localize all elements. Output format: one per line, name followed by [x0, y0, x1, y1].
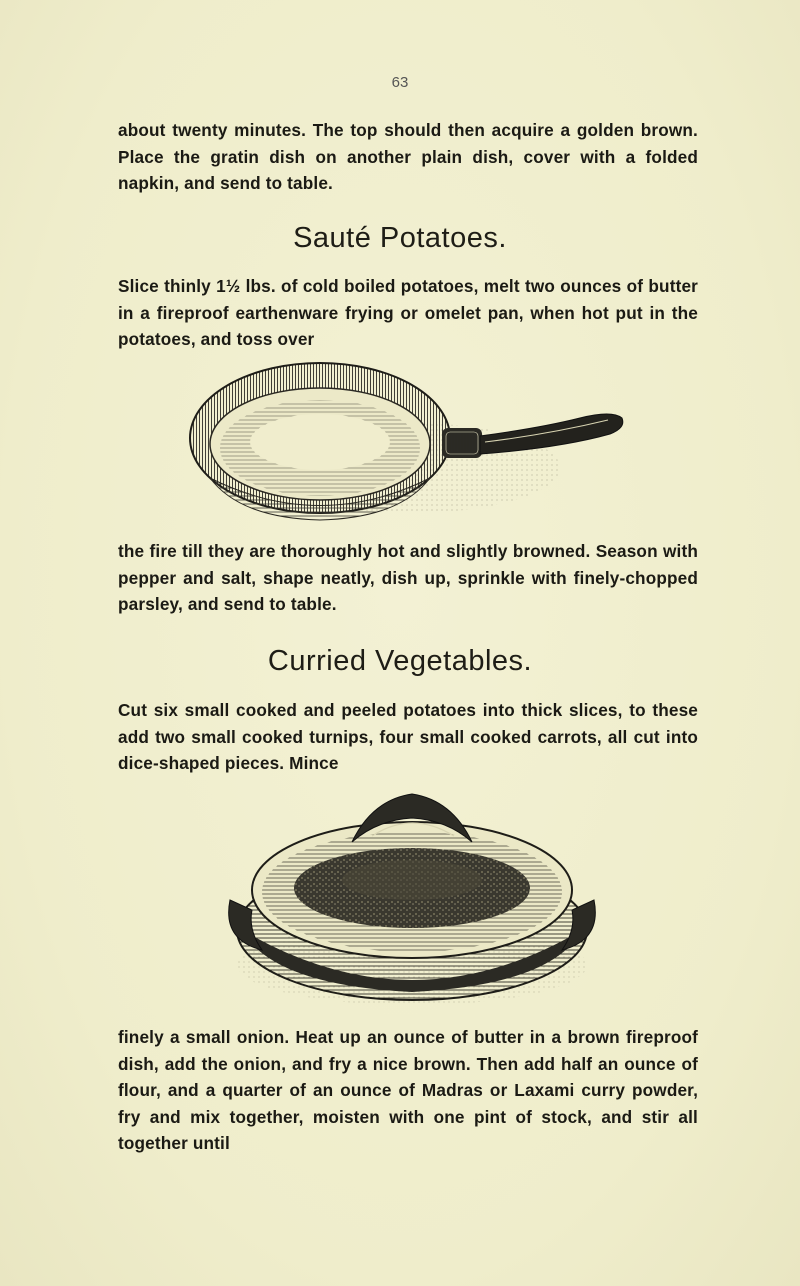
- curried-paragraph-2: finely a small onion. Heat up an ounce of butter in a brown fireproof dish, add the onion, and fry a nice brown. Then add half an ounce of flour, and a quarter of an ounce of Madras or Laxami curry powder, fry and mix together, moisten with one pint of stock, and stir all together until: [118, 1027, 698, 1153]
- saute-paragraph-2: the fire till they are thoroughly hot and slightly browned. Season with pepper and salt, shape neatly, dish up, sprinkle with finely-chopped parsley, and send to table.: [118, 541, 698, 614]
- covered-dish-illustration: [222, 780, 602, 1020]
- intro-paragraph: about twenty minutes. The top should then acquire a golden brown. Place the gratin dish on another plain dish, cover with a folded napkin, and send to table.: [118, 120, 698, 193]
- page-number: 63: [391, 74, 409, 91]
- saute-paragraph-1: Slice thinly 1½ lbs. of cold boiled potatoes, melt two ounces of butter in a fireproof earthenware frying or omelet pan, when hot put in the potatoes, and toss over: [118, 276, 698, 349]
- curried-vegetables-heading: Curried Vegetables.: [267, 645, 533, 677]
- frying-pan-illustration: [180, 358, 630, 528]
- curried-paragraph-1: Cut six small cooked and peeled potatoes into thick slices, to these add two small cooked turnips, four small cooked carrots, all cut into dice-shaped pieces. Mince: [118, 700, 698, 773]
- saute-potatoes-heading: Sauté Potatoes.: [293, 222, 507, 254]
